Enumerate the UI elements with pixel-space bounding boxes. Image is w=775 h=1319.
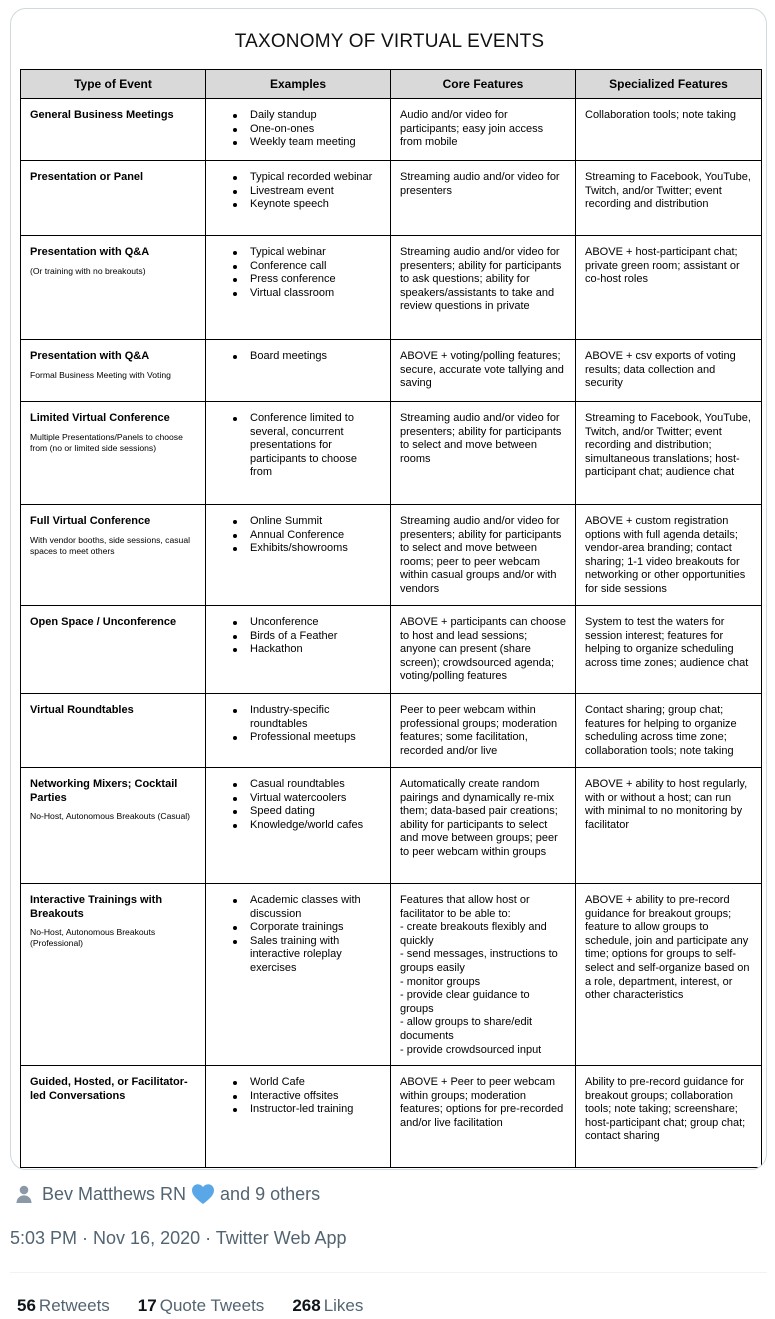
- table-body: [21, 99, 762, 1168]
- likes-link[interactable]: 268 Likes: [292, 1296, 364, 1315]
- example-item: Industry-specific roundtables: [215, 704, 381, 731]
- example-item: Corporate trainings: [215, 921, 381, 935]
- event-type-cell: [21, 340, 206, 402]
- blue-heart-icon: [191, 1183, 215, 1205]
- column-header: Specialized Features: [576, 70, 762, 99]
- example-item: Virtual watercoolers: [215, 792, 381, 806]
- event-type-cell: [21, 236, 206, 340]
- examples-cell: [206, 694, 391, 768]
- event-type-name: Presentation or Panel: [30, 171, 144, 183]
- event-type-name: Full Virtual Conference: [30, 515, 151, 527]
- event-type-name: Presentation with Q&A: [30, 350, 150, 362]
- example-item: Board meetings: [215, 350, 381, 364]
- example-item: One-on-ones: [215, 123, 381, 137]
- event-type-name: Networking Mixers; Cocktail Parties: [30, 778, 178, 804]
- specialized-features-cell: Ability to pre-record guidance for breakout groups; collaboration tools; note taking; screenshare; host-participant chat; group chat; contact sharing: [576, 1066, 762, 1168]
- core-features-cell: ABOVE + Peer to peer webcam within groups; moderation features; options for pre-recorded and/or live facilitation: [391, 1066, 576, 1168]
- column-header: Examples: [206, 70, 391, 99]
- specialized-features-cell: ABOVE + custom registration options with full agenda details; vendor-area branding; contact sharing; 1-1 video breakouts for networking or other opportunities for side sessions: [576, 505, 762, 606]
- core-features-cell: Peer to peer webcam within professional groups; moderation features; some facilitation, recorded and/or live: [391, 694, 576, 768]
- engagement-stats: [17, 1296, 363, 1316]
- table-row: [21, 694, 762, 768]
- table-row: [21, 1066, 762, 1168]
- core-features-cell: Streaming audio and/or video for presenters; ability for participants to select and move between rooms; peer to peer webcam within casual groups and/or with vendors: [391, 505, 576, 606]
- table-row: [21, 505, 762, 606]
- example-item: Knowledge/world cafes: [215, 819, 381, 833]
- example-item: Professional meetups: [215, 731, 381, 745]
- specialized-features-cell: ABOVE + host-participant chat; private green room; assistant or co-host roles: [576, 236, 762, 340]
- examples-list: [215, 1076, 381, 1117]
- specialized-features-cell: Contact sharing; group chat; features for helping to organize scheduling across time zone; collaboration tools; note taking: [576, 694, 762, 768]
- specialized-features-cell: ABOVE + ability to pre-record guidance for breakout groups; feature to allow groups to schedule, join and participate any time; options for groups to self-select and self-organize based on a role, department, interest, or other characteristics: [576, 884, 762, 1066]
- specialized-features-cell: Streaming to Facebook, YouTube, Twitch, and/or Twitter; event recording and distribution; simultaneous translations; host-participant chat; audience chat: [576, 402, 762, 505]
- example-item: Annual Conference: [215, 529, 381, 543]
- event-type-cell: [21, 694, 206, 768]
- specialized-features-cell: System to test the waters for session interest; features for helping to organize scheduling across time zones; audience chat: [576, 606, 762, 694]
- event-type-name: Open Space / Unconference: [30, 616, 177, 628]
- taxonomy-table: [20, 69, 762, 1168]
- event-type-name: Interactive Trainings with Breakouts: [30, 894, 163, 920]
- core-features-cell: ABOVE + participants can choose to host and lead sessions; anyone can present (share screen); crowdsourced agenda; voting/polling features: [391, 606, 576, 694]
- column-header: Type of Event: [21, 70, 206, 99]
- core-features-cell: Features that allow host or facilitator to be able to: - create breakouts flexibly and quickly - send messages, instructions to groups easily - monitor groups - provide clear guidance to groups - allow groups to share/edit documents - provide crowdsourced input: [391, 884, 576, 1066]
- event-type-name: General Business Meetings: [30, 109, 174, 121]
- examples-list: [215, 704, 381, 745]
- table-row: [21, 161, 762, 236]
- example-item: Daily standup: [215, 109, 381, 123]
- example-item: Typical webinar: [215, 246, 381, 260]
- example-item: Online Summit: [215, 515, 381, 529]
- core-features-cell: ABOVE + voting/polling features; secure, accurate vote tallying and saving: [391, 340, 576, 402]
- table-row: [21, 402, 762, 505]
- examples-cell: [206, 99, 391, 161]
- table-row: [21, 884, 762, 1066]
- event-type-cell: [21, 161, 206, 236]
- quote-tweets-link[interactable]: 17 Quote Tweets: [137, 1296, 265, 1315]
- table-row: [21, 99, 762, 161]
- event-type-note: No-Host, Autonomous Breakouts (Casual): [30, 811, 191, 822]
- example-item: Instructor-led training: [215, 1103, 381, 1117]
- example-item: Keynote speech: [215, 198, 381, 212]
- core-features-cell: Streaming audio and/or video for presenters; ability for participants to select and move between rooms: [391, 402, 576, 505]
- examples-cell: [206, 340, 391, 402]
- document-title: TAXONOMY OF VIRTUAL EVENTS: [234, 31, 545, 52]
- example-item: Birds of a Feather: [215, 630, 381, 644]
- example-item: Academic classes with discussion: [215, 894, 381, 921]
- event-type-cell: [21, 606, 206, 694]
- event-type-cell: [21, 99, 206, 161]
- examples-list: [215, 246, 381, 300]
- event-type-cell: [21, 1066, 206, 1168]
- example-item: Casual roundtables: [215, 778, 381, 792]
- examples-list: [215, 616, 381, 657]
- person-icon: [14, 1184, 34, 1204]
- example-item: Weekly team meeting: [215, 136, 381, 150]
- event-type-cell: [21, 402, 206, 505]
- example-item: Virtual classroom: [215, 287, 381, 301]
- examples-cell: [206, 161, 391, 236]
- column-header: Core Features: [391, 70, 576, 99]
- specialized-features-cell: ABOVE + csv exports of voting results; data collection and security: [576, 340, 762, 402]
- examples-list: [215, 894, 381, 976]
- core-features-cell: Automatically create random pairings and dynamically re-mix them; data-based pair creations; ability for participants to select and move between groups; peer to peer webcam within groups: [391, 768, 576, 884]
- example-item: Exhibits/showrooms: [215, 542, 381, 556]
- examples-cell: [206, 236, 391, 340]
- example-item: Unconference: [215, 616, 381, 630]
- example-item: World Cafe: [215, 1076, 381, 1090]
- core-features-cell: Audio and/or video for participants; easy join access from mobile: [391, 99, 576, 161]
- examples-list: [215, 778, 381, 832]
- example-item: Speed dating: [215, 805, 381, 819]
- event-type-cell: [21, 505, 206, 606]
- liked-by[interactable]: [14, 1182, 320, 1206]
- examples-list: [215, 412, 381, 480]
- specialized-features-cell: Streaming to Facebook, YouTube, Twitch, and/or Twitter; event recording and distribution: [576, 161, 762, 236]
- specialized-features-cell: ABOVE + ability to host regularly, with or without a host; can run with minimal to no monitoring by facilitator: [576, 768, 762, 884]
- tweet-timestamp-source[interactable]: 5:03 PM · Nov 16, 2020 · Twitter Web App: [10, 1228, 347, 1248]
- table-header-row: [21, 70, 762, 99]
- liker-name[interactable]: Bev Matthews RN: [42, 1183, 187, 1204]
- examples-cell: [206, 884, 391, 1066]
- example-item: Livestream event: [215, 185, 381, 199]
- example-item: Interactive offsites: [215, 1090, 381, 1104]
- table-row: [21, 606, 762, 694]
- event-type-name: Presentation with Q&A: [30, 246, 150, 258]
- event-type-note: Formal Business Meeting with Voting: [30, 369, 171, 380]
- event-type-name: Guided, Hosted, or Facilitator-led Conversations: [30, 1076, 188, 1102]
- examples-cell: [206, 768, 391, 884]
- event-type-note: Multiple Presentations/Panels to choose from (no or limited side sessions): [30, 431, 183, 453]
- examples-list: [215, 109, 381, 150]
- examples-cell: [206, 402, 391, 505]
- event-type-note: (Or training with no breakouts): [30, 265, 146, 276]
- event-type-name: Limited Virtual Conference: [30, 412, 170, 424]
- examples-list: [215, 515, 381, 556]
- likers-rest[interactable]: and 9 others: [220, 1183, 321, 1204]
- table-row: [21, 340, 762, 402]
- retweets-link[interactable]: 56 Retweets: [17, 1296, 110, 1315]
- event-type-note: No-Host, Autonomous Breakouts (Professional): [30, 927, 156, 949]
- event-type-note: With vendor booths, side sessions, casual spaces to meet others: [30, 534, 191, 556]
- example-item: Typical recorded webinar: [215, 171, 381, 185]
- table-row: [21, 236, 762, 340]
- specialized-features-cell: Collaboration tools; note taking: [576, 99, 762, 161]
- examples-list: [215, 171, 381, 212]
- examples-cell: [206, 1066, 391, 1168]
- example-item: Press conference: [215, 273, 381, 287]
- tweet-image-card[interactable]: [10, 8, 767, 1170]
- example-item: Sales training with interactive roleplay exercises: [215, 935, 381, 976]
- example-item: Conference call: [215, 260, 381, 274]
- core-features-cell: Streaming audio and/or video for presenters; ability for participants to ask questions; ability for speakers/assistants to take and review questions in private: [391, 236, 576, 340]
- table-row: [21, 768, 762, 884]
- divider: [10, 1272, 767, 1273]
- examples-list: [215, 350, 381, 364]
- event-type-cell: [21, 884, 206, 1066]
- event-type-name: Virtual Roundtables: [30, 704, 134, 716]
- example-item: Conference limited to several, concurrent presentations for participants to choose from: [215, 412, 381, 480]
- core-features-cell: Streaming audio and/or video for presenters: [391, 161, 576, 236]
- example-item: Hackathon: [215, 643, 381, 657]
- event-type-cell: [21, 768, 206, 884]
- examples-cell: [206, 505, 391, 606]
- examples-cell: [206, 606, 391, 694]
